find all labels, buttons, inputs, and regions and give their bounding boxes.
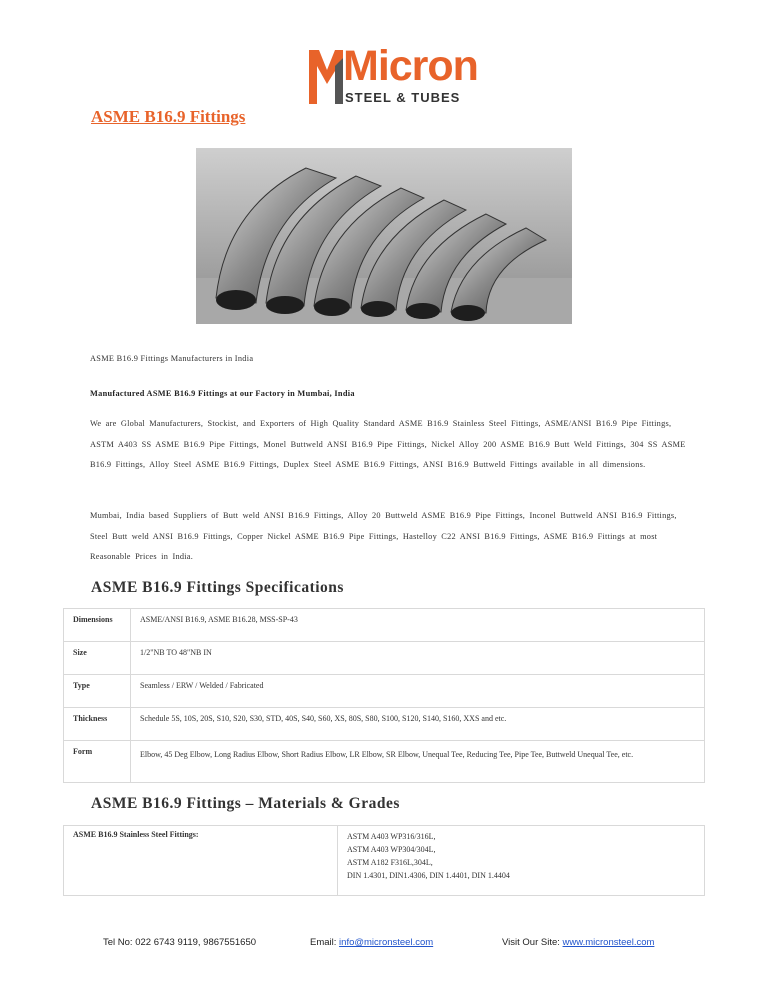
- grade-line: ASTM A403 WP316/316L,: [347, 832, 436, 841]
- page-title: ASME B16.9 Fittings: [91, 107, 246, 126]
- materials-grades: [338, 826, 705, 896]
- materials-table: [63, 825, 705, 896]
- spec-label: Size: [64, 642, 131, 675]
- intro-paragraph: We are Global Manufacturers, Stockist, and Exporters of High Quality Standard ASME B16.9 Stainless Steel Fittings, ASME/ANSI B16.9 Pipe Fittings, ASTM A403 SS ASME B16.9 Pipe Fittings, Monel Buttweld ANSI B16.9 Pipe Fittings, Nickel Alloy 200 ASME B16.9 Butt Weld Fittings, 304 SS ASME B16.9 Fittings, Alloy Steel ASME B16.9 Fittings, Duplex Steel ASME B16.9 Fittings, ANSI B16.9 Buttweld Fittings available in all dimensions.: [90, 419, 686, 469]
- table-row: [64, 675, 705, 708]
- specifications-table: [63, 608, 705, 783]
- grade-line: ASTM A403 WP304/304L,: [347, 845, 436, 854]
- spec-label: Type: [64, 675, 131, 708]
- footer-website: [502, 937, 654, 948]
- specifications-heading: ASME B16.9 Fittings Specifications: [91, 579, 344, 596]
- spec-value: Elbow, 45 Deg Elbow, Long Radius Elbow, Short Radius Elbow, LR Elbow, SR Elbow, Unequal Tee, Reducing Tee, Pipe Tee, Buttweld Unequal Tee, etc.: [131, 741, 705, 783]
- pipe-fittings-photo: [196, 148, 572, 324]
- spec-value: 1/2"NB TO 48"NB IN: [131, 642, 705, 675]
- table-row: [64, 826, 705, 896]
- logo-wordmark: Micron: [343, 42, 478, 90]
- spec-value: Seamless / ERW / Welded / Fabricated: [131, 675, 705, 708]
- grade-line: DIN 1.4301, DIN1.4306, DIN 1.4401, DIN 1.4404: [347, 871, 510, 880]
- email-label: Email:: [310, 937, 337, 948]
- spec-value: Schedule 5S, 10S, 20S, S10, S20, S30, STD, 40S, S40, S60, XS, 80S, S80, S100, S120, S140, S160, XXS and etc.: [131, 708, 705, 741]
- suppliers-paragraph: Mumbai, India based Suppliers of Butt weld ANSI B16.9 Fittings, Alloy 20 Buttweld ASME B16.9 Pipe Fittings, Inconel Buttweld ANSI B16.9 Fittings, Steel Butt weld ANSI B16.9 Fittings, Copper Nickel ASME B16.9 Pipe Fittings, Hastelloy C22 ANSI B16.9 Fittings, ASME B16.9 Fittings at most Reasonable Prices in India.: [90, 511, 677, 561]
- email-link[interactable]: info@micronsteel.com: [339, 937, 434, 948]
- logo-tagline: STEEL & TUBES: [345, 90, 461, 105]
- table-row: [64, 642, 705, 675]
- spec-value: ASME/ANSI B16.9, ASME B16.28, MSS-SP-43: [131, 609, 705, 642]
- grade-line: ASTM A182 F316L,304L,: [347, 858, 433, 867]
- website-link[interactable]: www.micronsteel.com: [562, 937, 655, 948]
- table-row: [64, 708, 705, 741]
- spec-label: Dimensions: [64, 609, 131, 642]
- materials-heading: ASME B16.9 Fittings – Materials & Grades: [91, 795, 400, 812]
- footer-email: [310, 937, 433, 948]
- spec-label: Form: [64, 741, 131, 783]
- table-row: [64, 741, 705, 783]
- spec-label: Thickness: [64, 708, 131, 741]
- company-logo: [305, 40, 478, 110]
- section-subheading: Manufactured ASME B16.9 Fittings at our Factory in Mumbai, India: [90, 389, 355, 398]
- image-caption: ASME B16.9 Fittings Manufacturers in India: [90, 354, 254, 363]
- materials-label: ASME B16.9 Stainless Steel Fittings:: [64, 826, 338, 896]
- logo-mark-icon: [305, 44, 345, 106]
- footer-phone: Tel No: 022 6743 9119, 9867551650: [103, 937, 257, 948]
- website-label: Visit Our Site:: [502, 937, 560, 948]
- table-row: [64, 609, 705, 642]
